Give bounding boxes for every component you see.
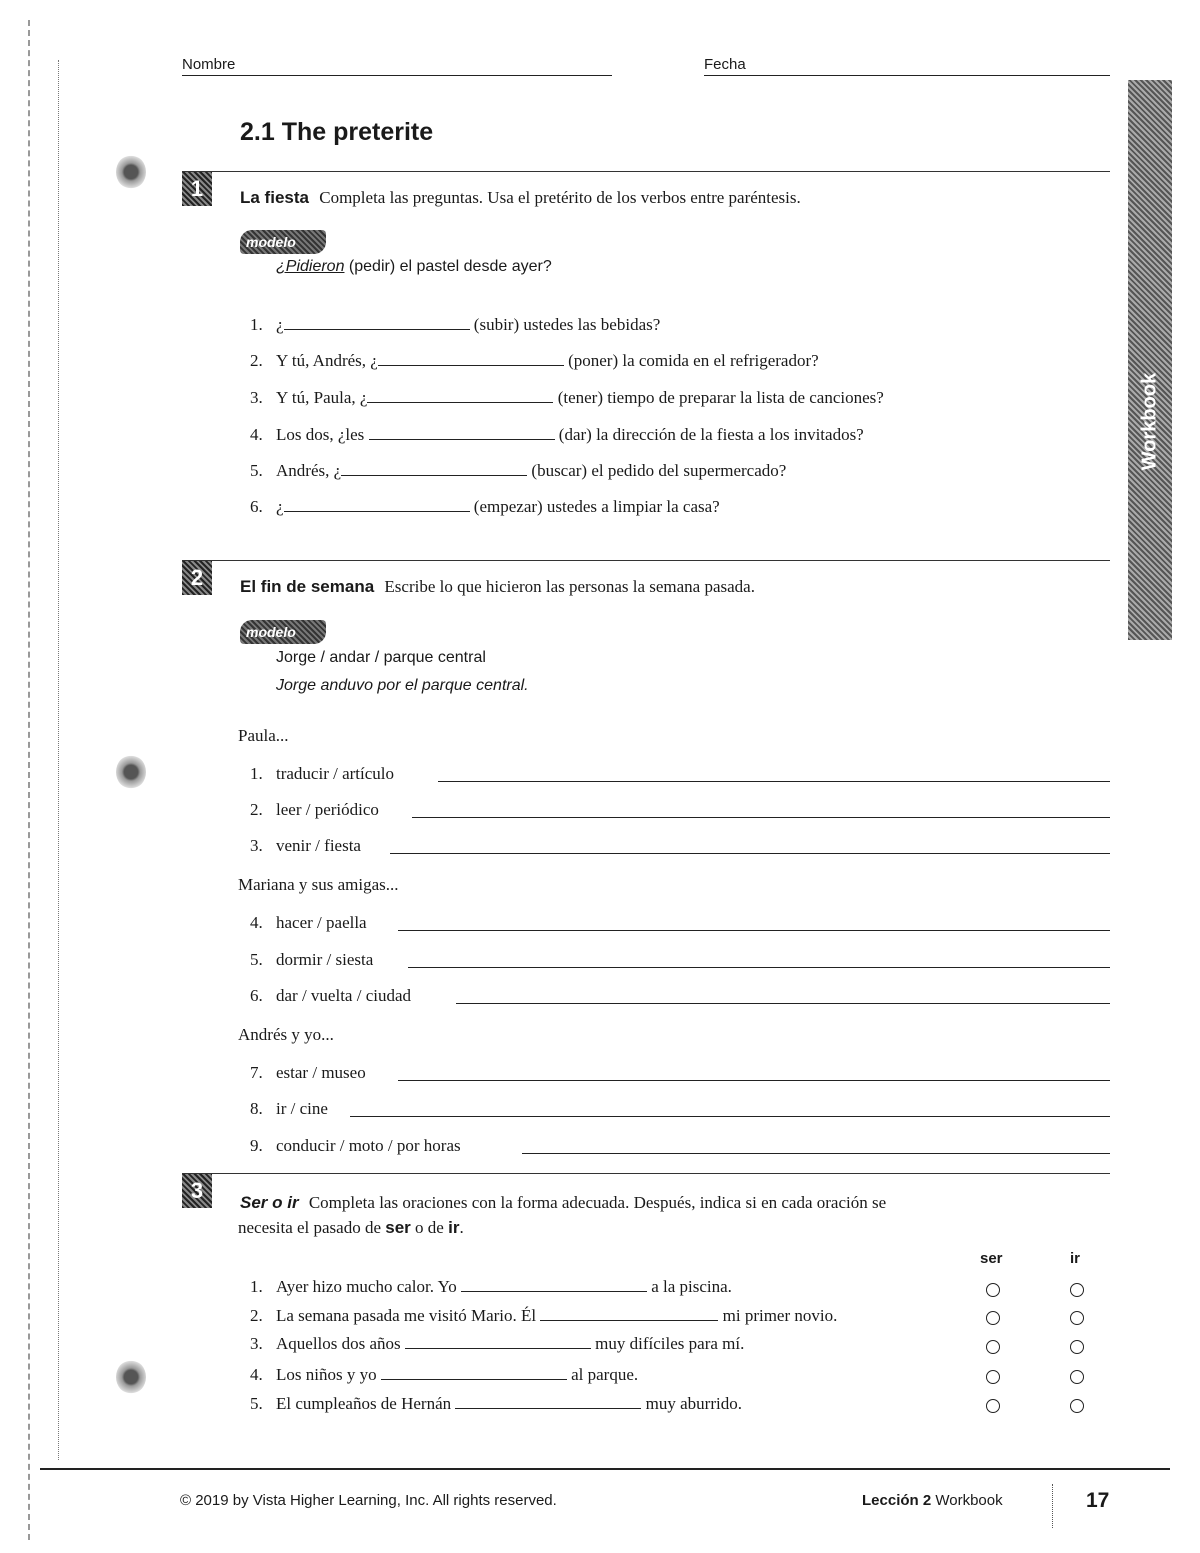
- nombre-label: Nombre: [182, 56, 236, 73]
- s1-answer-blank-1[interactable]: [284, 315, 470, 330]
- s2-item-9: 9. conducir / moto / por horas: [250, 1136, 461, 1155]
- section3-title: Ser o ir: [240, 1193, 299, 1212]
- section1-rule: [182, 171, 1110, 172]
- s3-item-5: 5. El cumpleaños de Hernán muy aburrido.: [250, 1394, 742, 1413]
- s2-group-paula: Paula...: [238, 726, 289, 745]
- s2-item-4: 4. hacer / paella: [250, 913, 367, 932]
- radio-ir-3[interactable]: [1070, 1340, 1084, 1354]
- section2-modelo-badge: modelo: [240, 620, 326, 644]
- s2-answer-line-4[interactable]: [398, 930, 1110, 931]
- workbook-side-label: Workbook: [1138, 372, 1161, 471]
- section1-example-rest: (pedir) el pastel desde ayer?: [344, 258, 552, 275]
- radio-ser-5[interactable]: [986, 1399, 1000, 1413]
- s2-item-7: 7. estar / museo: [250, 1063, 366, 1082]
- section1-number-badge: 1: [182, 172, 212, 206]
- radio-ir-2[interactable]: [1070, 1311, 1084, 1325]
- s1-question-4: 4. Los dos, ¿les (dar) la dirección de la fiesta a los invitados?: [250, 425, 864, 444]
- s1-answer-blank-5[interactable]: [341, 461, 527, 476]
- s2-group-mariana: Mariana y sus amigas...: [238, 875, 399, 894]
- section3-ir-word: ir: [448, 1218, 460, 1237]
- s2-group-andres: Andrés y yo...: [238, 1025, 334, 1044]
- radio-ser-2[interactable]: [986, 1311, 1000, 1325]
- s1-answer-blank-4[interactable]: [369, 425, 555, 440]
- s3-item-2: 2. La semana pasada me visitó Mario. Él mi primer novio.: [250, 1306, 838, 1325]
- s3-answer-blank-1[interactable]: [461, 1277, 647, 1292]
- s2-answer-line-7[interactable]: [398, 1080, 1110, 1081]
- section1-example: [276, 258, 552, 276]
- nombre-field[interactable]: [182, 75, 612, 76]
- s1-question-1: 1. ¿ (subir) ustedes las bebidas?: [250, 315, 661, 334]
- radio-ser-4[interactable]: [986, 1370, 1000, 1384]
- s1-answer-blank-6[interactable]: [284, 497, 470, 512]
- section1-modelo-badge: modelo: [240, 230, 326, 254]
- footer-workbook: Workbook: [931, 1492, 1003, 1509]
- footer-lesson: [862, 1492, 1003, 1509]
- s2-answer-line-8[interactable]: [350, 1116, 1110, 1117]
- section2-heading: [240, 577, 755, 597]
- s3-answer-blank-5[interactable]: [455, 1394, 641, 1409]
- s1-answer-blank-3[interactable]: [367, 388, 553, 403]
- radio-ir-4[interactable]: [1070, 1370, 1084, 1384]
- binding-edge: [28, 20, 40, 1540]
- col-header-ser: ser: [980, 1250, 1003, 1267]
- radio-ir-5[interactable]: [1070, 1399, 1084, 1413]
- footer-leccion: Lección 2: [862, 1492, 932, 1509]
- section1-example-answer: ¿Pidieron: [276, 258, 345, 275]
- s1-question-2: 2. Y tú, Andrés, ¿ (poner) la comida en el refrigerador?: [250, 351, 819, 370]
- s3-item-3: 3. Aquellos dos años muy difíciles para mí.: [250, 1334, 745, 1353]
- section2-example-prompt: Jorge / andar / parque central: [276, 649, 486, 666]
- section2-rule: [182, 560, 1110, 561]
- fecha-label: Fecha: [704, 56, 746, 73]
- radio-ser-3[interactable]: [986, 1340, 1000, 1354]
- s1-question-3: 3. Y tú, Paula, ¿ (tener) tiempo de preparar la lista de canciones?: [250, 388, 884, 407]
- section3-number-badge: 3: [182, 1174, 212, 1208]
- s2-item-6: 6. dar / vuelta / ciudad: [250, 986, 412, 1005]
- s3-item-4: 4. Los niños y yo al parque.: [250, 1365, 639, 1384]
- section3-ser-word: ser: [385, 1218, 411, 1237]
- s3-item-1: 1. Ayer hizo mucho calor. Yo a la piscina.: [250, 1277, 732, 1296]
- workbook-side-tab: [1128, 80, 1172, 640]
- s2-item-8: 8. ir / cine: [250, 1099, 328, 1118]
- page-title: 2.1 The preterite: [240, 118, 434, 146]
- section1-title: La fiesta: [240, 188, 309, 207]
- copyright: © 2019 by Vista Higher Learning, Inc. All rights reserved.: [180, 1492, 557, 1509]
- s2-answer-line-2[interactable]: [412, 817, 1110, 818]
- s2-answer-line-1[interactable]: [438, 781, 1110, 782]
- punch-hole-middle: [116, 755, 146, 789]
- s2-answer-line-3[interactable]: [390, 853, 1110, 854]
- radio-ser-1[interactable]: [986, 1283, 1000, 1297]
- binding-edge-inner: [58, 60, 61, 1460]
- section1-instructions: Completa las preguntas. Usa el pretérito de los verbos entre paréntesis.: [319, 188, 801, 207]
- section2-instructions: Escribe lo que hicieron las personas la semana pasada.: [384, 577, 755, 596]
- section2-example-answer: Jorge anduvo por el parque central.: [276, 677, 529, 694]
- footer-rule: [40, 1468, 1170, 1470]
- col-header-ir: ir: [1070, 1250, 1081, 1267]
- s2-answer-line-5[interactable]: [408, 967, 1110, 968]
- s3-answer-blank-3[interactable]: [405, 1334, 591, 1349]
- punch-hole-top: [116, 155, 146, 189]
- s2-answer-line-9[interactable]: [522, 1153, 1110, 1154]
- s1-answer-blank-2[interactable]: [378, 351, 564, 366]
- fecha-field[interactable]: [704, 75, 1110, 76]
- section3-heading-line1: [240, 1193, 886, 1213]
- section1-heading: [240, 188, 801, 208]
- s2-item-5: 5. dormir / siesta: [250, 950, 374, 969]
- s2-item-2: 2. leer / periódico: [250, 800, 379, 819]
- section3-instructions-1: Completa las oraciones con la forma adecuada. Después, indica si en cada oración se: [308, 1193, 887, 1212]
- footer-divider: [1052, 1484, 1053, 1528]
- s1-question-5: 5. Andrés, ¿ (buscar) el pedido del supermercado?: [250, 461, 787, 480]
- section3-rule: [182, 1173, 1110, 1174]
- radio-ir-1[interactable]: [1070, 1283, 1084, 1297]
- page-number: 17: [1086, 1489, 1110, 1512]
- punch-hole-bottom: [116, 1360, 146, 1394]
- s3-answer-blank-4[interactable]: [381, 1365, 567, 1380]
- s2-item-3: 3. venir / fiesta: [250, 836, 361, 855]
- s2-item-1: 1. traducir / artículo: [250, 764, 395, 783]
- section3-heading-line2: necesita el pasado de ser o de ir.: [238, 1218, 464, 1237]
- s2-answer-line-6[interactable]: [456, 1003, 1110, 1004]
- section2-number-badge: 2: [182, 561, 212, 595]
- s1-question-6: 6. ¿ (empezar) ustedes a limpiar la casa?: [250, 497, 720, 516]
- s3-answer-blank-2[interactable]: [540, 1306, 718, 1321]
- section2-title: El fin de semana: [240, 577, 375, 596]
